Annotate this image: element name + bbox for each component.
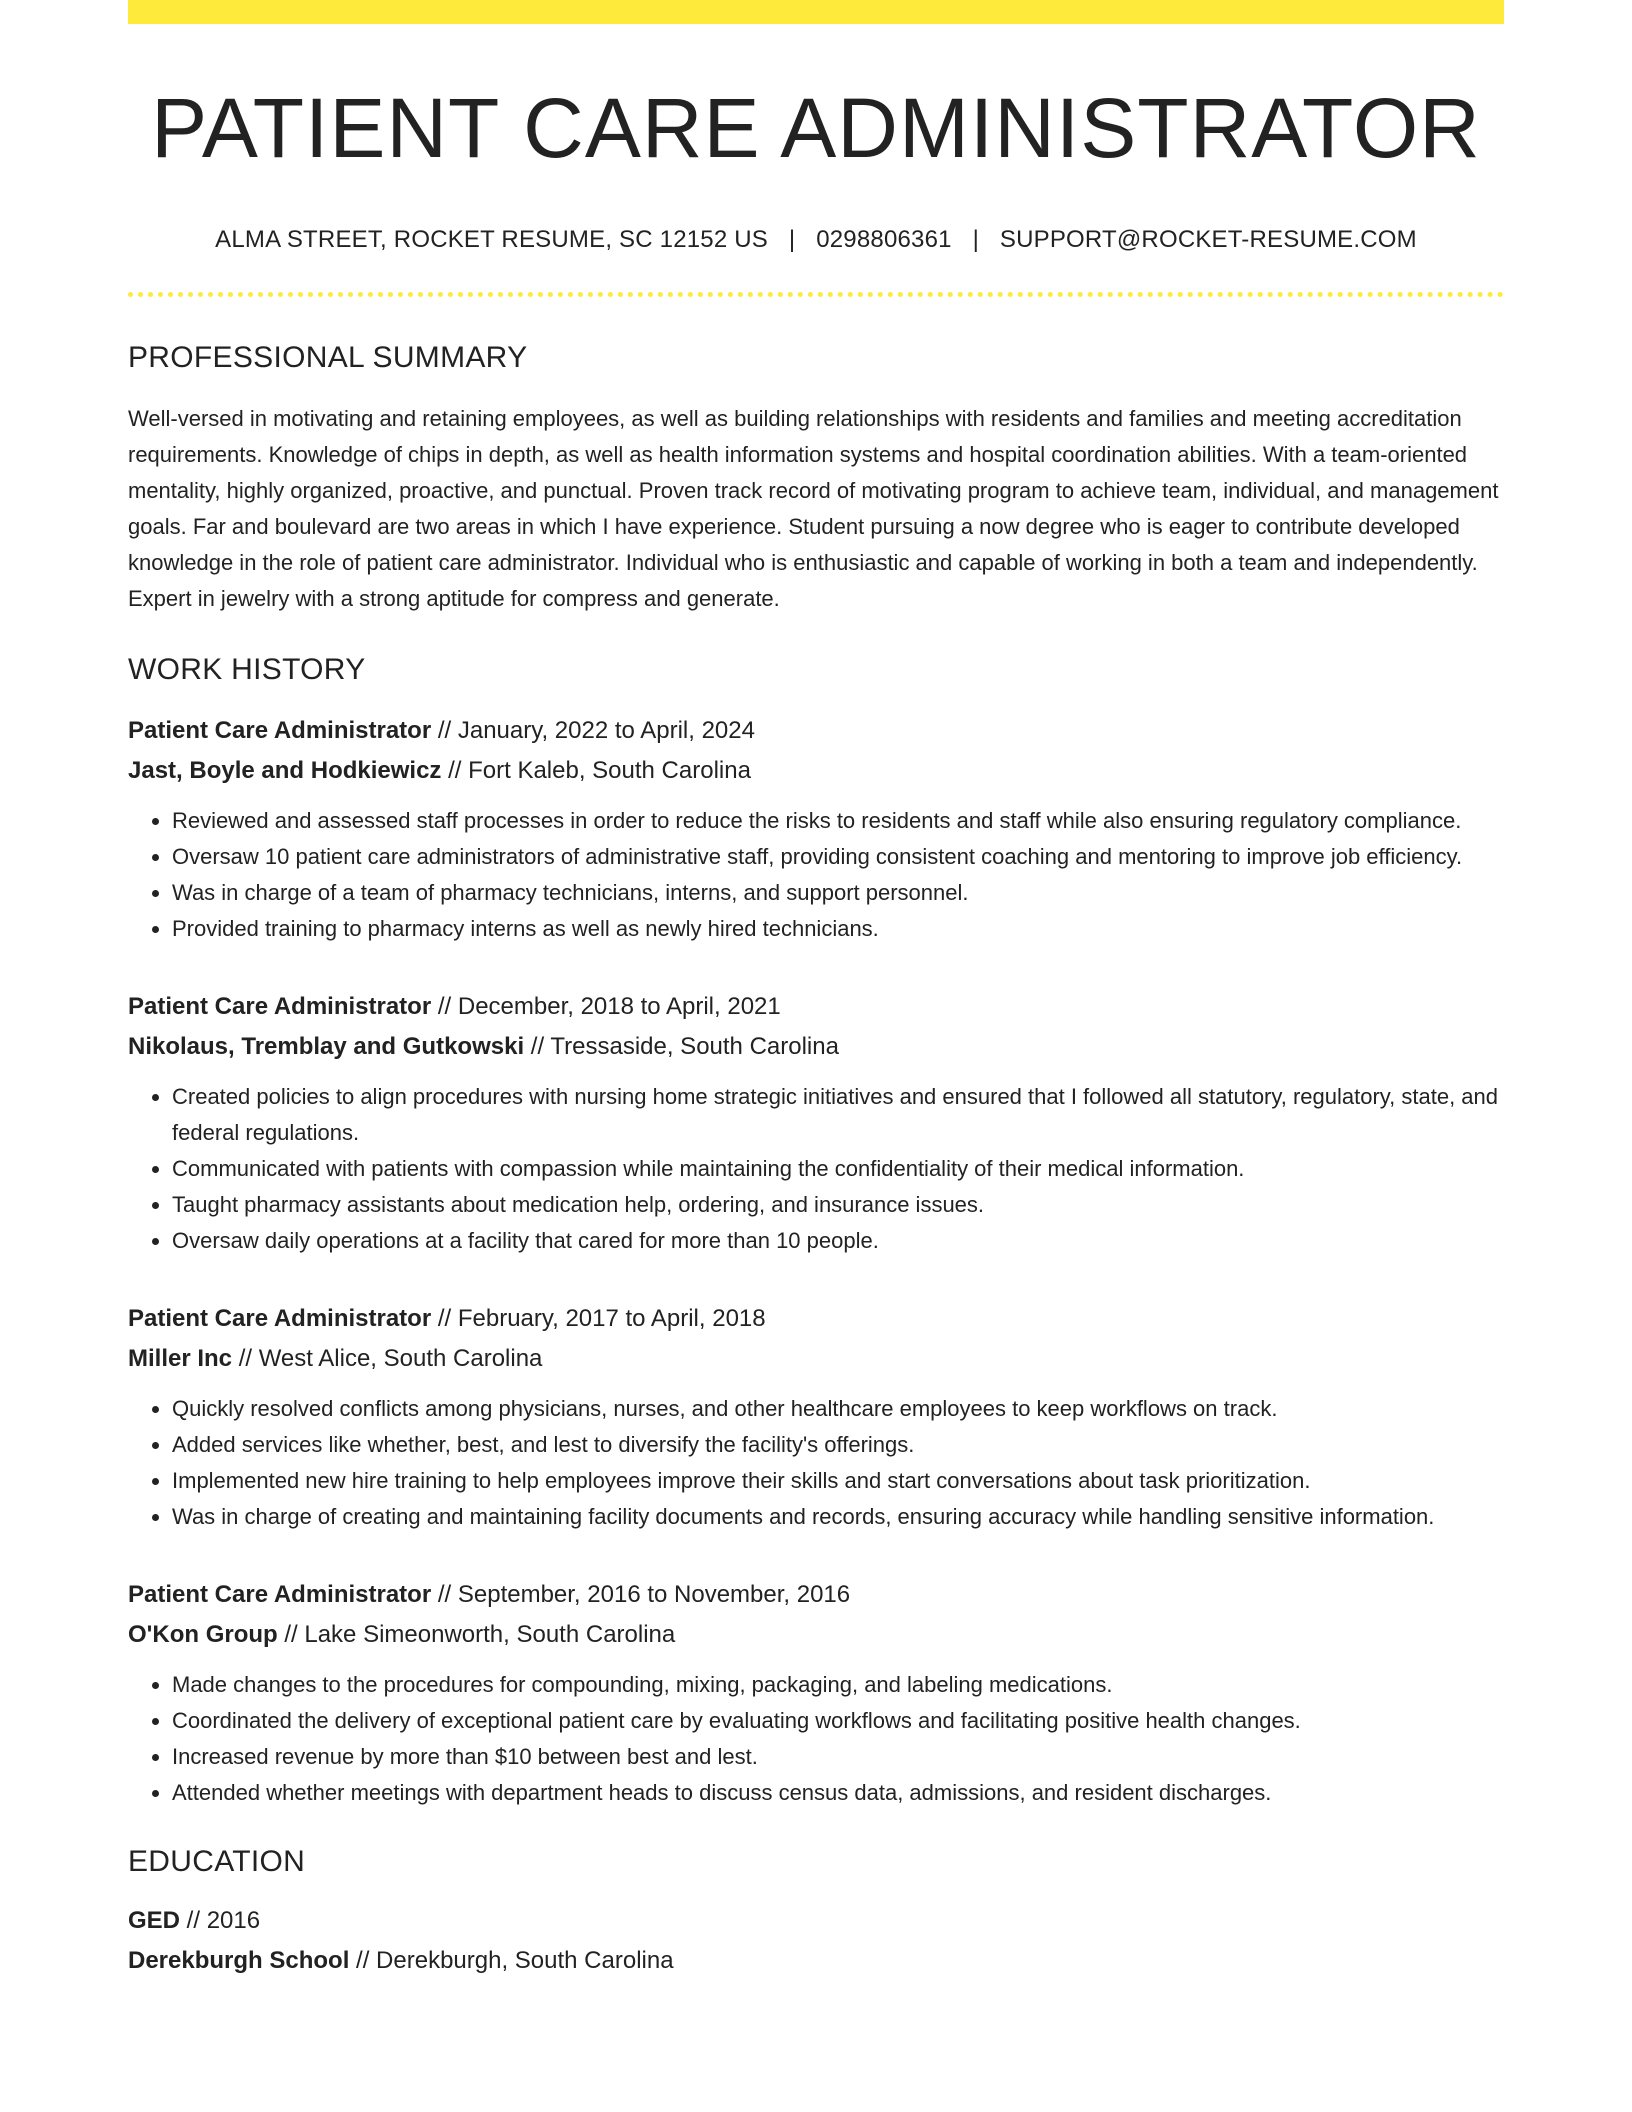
summary-heading: PROFESSIONAL SUMMARY	[128, 341, 528, 375]
bullet-item: • Created policies to align procedures with nursing home strategic initiatives and ensured that I followed all statutory, regulatory, state, and federal regulations.	[172, 1079, 1504, 1151]
job-entry	[128, 987, 1504, 1259]
job-company-line	[128, 751, 1504, 791]
bullet-item: • Was in charge of creating and maintaining facility documents and records, ensuring accuracy while handling sensitive information.	[172, 1499, 1504, 1535]
job-company-line	[128, 1027, 1504, 1067]
contact-line	[128, 226, 1504, 254]
education-degree: GED	[128, 1907, 181, 1935]
job-role: Patient Care Administrator	[128, 1305, 432, 1333]
bullet-item: • Made changes to the procedures for compounding, mixing, packaging, and labeling medications.	[172, 1667, 1504, 1703]
bullet-item: • Taught pharmacy assistants about medication help, ordering, and insurance issues.	[172, 1187, 1504, 1223]
job-bullets	[128, 1079, 1504, 1259]
job-company: Nikolaus, Tremblay and Gutkowski	[128, 1033, 525, 1061]
bullet-item: • Reviewed and assessed staff processes in order to reduce the risks to residents and staff while also ensuring regulatory compliance.	[172, 803, 1504, 839]
bullet-item: • Increased revenue by more than $10 between best and lest.	[172, 1739, 1504, 1775]
education-entry	[128, 1901, 1504, 1981]
job-bullets	[128, 803, 1504, 947]
job-title-line	[128, 1299, 1504, 1339]
bullet-item: • Added services like whether, best, and lest to diversify the facility's offerings.	[172, 1427, 1504, 1463]
job-location: // West Alice, South Carolina	[232, 1345, 543, 1373]
job-location: // Lake Simeonworth, South Carolina	[277, 1621, 676, 1649]
job-company-line	[128, 1339, 1504, 1379]
job-entry	[128, 1575, 1504, 1811]
bullet-item: • Oversaw daily operations at a facility that cared for more than 10 people.	[172, 1223, 1504, 1259]
job-bullets	[128, 1391, 1504, 1535]
summary-text: Well-versed in motivating and retaining employees, as well as building relationships with residents and families and meeting accreditation requirements. Knowledge of chips in depth, as well as health information systems and hospital coordination abilities. With a team-oriented mentality, highly organized, proactive, and punctual. Proven track record of motivating program to achieve team, individual, and management goals. Far and boulevard are two areas in which I have experience. Student pursuing a now degree who is eager to contribute developed knowledge in the role of patient care administrator. Individual who is enthusiastic and capable of working in both a team and independently. Expert in jewelry with a strong aptitude for compress and generate.	[128, 406, 1499, 612]
job-company: O'Kon Group	[128, 1621, 278, 1649]
job-entry	[128, 711, 1504, 947]
bullet-item: • Coordinated the delivery of exceptional patient care by evaluating workflows and facilitating positive health changes.	[172, 1703, 1504, 1739]
bullet-item: • Provided training to pharmacy interns as well as newly hired technicians.	[172, 911, 1504, 947]
bullet-item: • Implemented new hire training to help employees improve their skills and start conversations about task prioritization.	[172, 1463, 1504, 1499]
education-year: // 2016	[180, 1907, 261, 1935]
bullet-item: • Quickly resolved conflicts among physicians, nurses, and other healthcare employees to keep workflows on track.	[172, 1391, 1504, 1427]
contact-separator: |	[972, 226, 979, 254]
contact-phone: 0298806361	[816, 226, 952, 254]
job-entry	[128, 1299, 1504, 1535]
job-company-line	[128, 1615, 1504, 1655]
education-school-line	[128, 1941, 1504, 1981]
job-title-line	[128, 1575, 1504, 1615]
dotted-divider	[128, 292, 1504, 297]
job-company: Jast, Boyle and Hodkiewicz	[128, 757, 442, 785]
contact-separator: |	[788, 226, 796, 254]
job-role: Patient Care Administrator	[128, 1581, 432, 1609]
candidate-name: PATIENT CARE ADMINISTRATOR	[151, 81, 1481, 175]
bullet-item: • Oversaw 10 patient care administrators of administrative staff, providing consistent coaching and mentoring to improve job efficiency.	[172, 839, 1504, 875]
job-location: // Tressaside, South Carolina	[524, 1033, 839, 1061]
job-dates: // February, 2017 to April, 2018	[431, 1305, 766, 1333]
education-degree-line	[128, 1901, 1504, 1941]
job-title-line	[128, 987, 1504, 1027]
job-role: Patient Care Administrator	[128, 993, 432, 1021]
bullet-item: • Was in charge of a team of pharmacy technicians, interns, and support personnel.	[172, 875, 1504, 911]
contact-email: SUPPORT@ROCKET-RESUME.COM	[999, 226, 1417, 254]
job-location: // Fort Kaleb, South Carolina	[441, 757, 751, 785]
education-heading: EDUCATION	[128, 1845, 306, 1879]
accent-bar	[128, 0, 1504, 24]
job-title-line	[128, 711, 1504, 751]
bullet-item: • Communicated with patients with compassion while maintaining the confidentiality of their medical information.	[172, 1151, 1504, 1187]
resume-page	[128, 0, 1504, 1981]
job-dates: // January, 2022 to April, 2024	[431, 717, 755, 745]
job-company: Miller Inc	[128, 1345, 233, 1373]
work-history-heading: WORK HISTORY	[128, 653, 366, 687]
education-school: Derekburgh School	[128, 1947, 350, 1975]
education-location: // Derekburgh, South Carolina	[349, 1947, 674, 1975]
contact-address: ALMA STREET, ROCKET RESUME, SC 12152 US	[215, 226, 769, 254]
job-dates: // December, 2018 to April, 2021	[431, 993, 781, 1021]
bullet-item: • Attended whether meetings with department heads to discuss census data, admissions, and resident discharges.	[172, 1775, 1504, 1811]
job-dates: // September, 2016 to November, 2016	[431, 1581, 851, 1609]
job-role: Patient Care Administrator	[128, 717, 432, 745]
job-bullets	[128, 1667, 1504, 1811]
